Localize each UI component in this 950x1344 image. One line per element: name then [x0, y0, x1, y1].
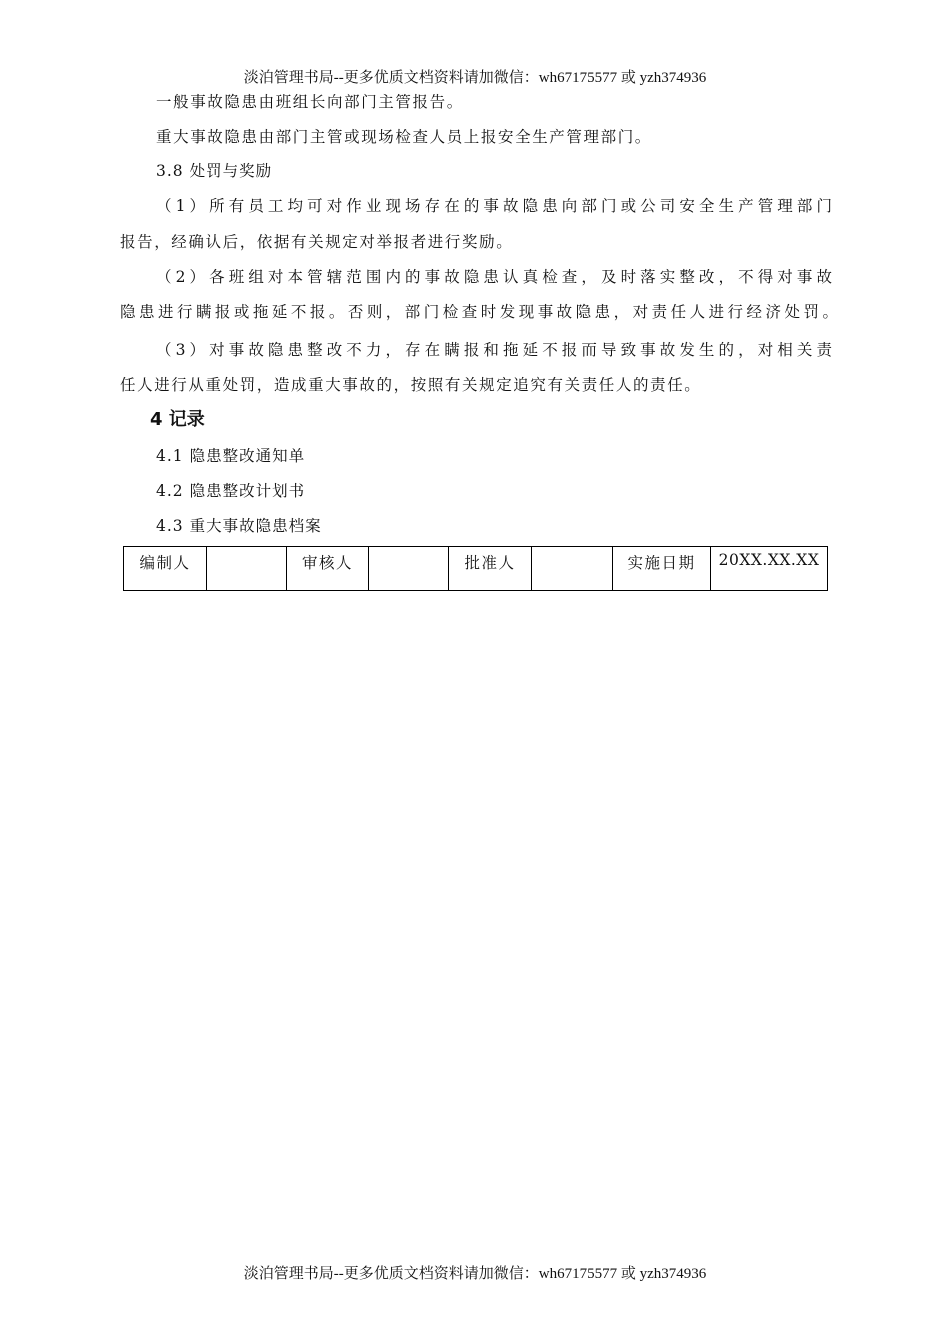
records-heading: 4 记录 — [150, 409, 205, 430]
record-item-4-1: 4.1 隐患整改通知单 — [156, 447, 306, 465]
compiler-value — [207, 547, 287, 591]
approver-label: 批准人 — [449, 547, 532, 591]
compiler-label: 编制人 — [124, 547, 207, 591]
record-item-4-3: 4.3 重大事故隐患档案 — [156, 517, 322, 535]
signoff-table — [123, 546, 828, 591]
section-title-3-8: 3.8 处罚与奖励 — [156, 162, 273, 180]
item-1-line-2: 报告，经确认后，依据有关规定对举报者进行奖励。 — [120, 233, 514, 251]
page-footer: 淡泊管理书局--更多优质文档资料请加微信：wh67175577 或 yzh374936 — [243, 1266, 707, 1282]
page-header: 淡泊管理书局--更多优质文档资料请加微信：wh67175577 或 yzh374936 — [243, 70, 707, 86]
paragraph-major-hazard: 重大事故隐患由部门主管或现场检查人员上报安全生产管理部门。 — [156, 128, 652, 146]
item-2-line-2: 隐患进行瞒报或拖延不报。否则，部门检查时发现事故隐患，对责任人进行经济处罚。 — [120, 303, 838, 321]
reviewer-value — [369, 547, 449, 591]
paragraph-general-hazard: 一般事故隐患由班组长向部门主管报告。 — [156, 93, 464, 111]
item-2-line-1: （2）各班组对本管辖范围内的事故隐患认真检查，及时落实整改，不得对事故 — [156, 268, 832, 286]
date-label: 实施日期 — [613, 547, 711, 591]
item-3-line-1: （3）对事故隐患整改不力，存在瞒报和拖延不报而导致事故发生的，对相关责 — [156, 341, 832, 359]
approver-value — [532, 547, 613, 591]
date-value: 20XX.XX.XX — [711, 547, 828, 591]
signoff-row — [124, 547, 828, 591]
reviewer-label: 审核人 — [287, 547, 369, 591]
record-item-4-2: 4.2 隐患整改计划书 — [156, 482, 306, 500]
item-3-line-2: 任人进行从重处罚，造成重大事故的，按照有关规定追究有关责任人的责任。 — [120, 376, 702, 394]
item-1-line-1: （1）所有员工均可对作业现场存在的事故隐患向部门或公司安全生产管理部门 — [156, 197, 832, 215]
